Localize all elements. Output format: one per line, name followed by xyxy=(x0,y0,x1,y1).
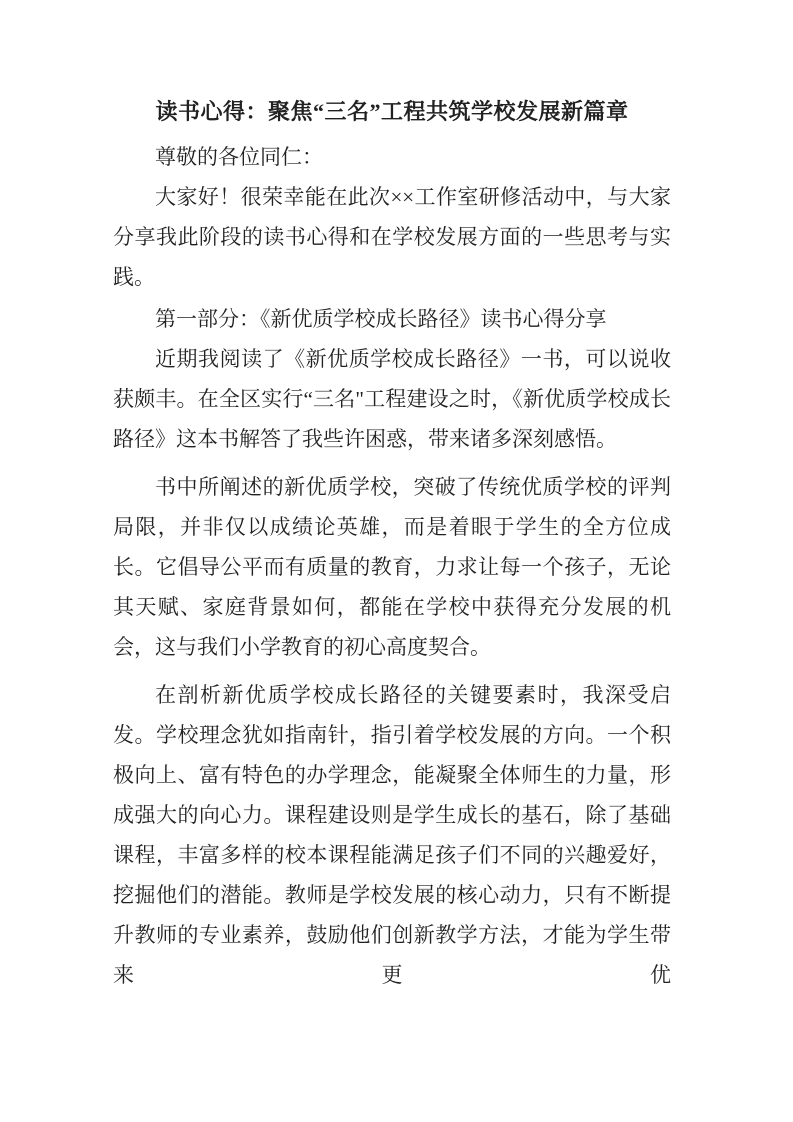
document-body xyxy=(113,137,671,995)
paragraph: 大家好！很荣幸能在此次××工作室研修活动中，与大家分享我此阶段的读书心得和在学校发展方面的一些思考与实践。 xyxy=(113,185,671,289)
paragraph: 第一部分：《新优质学校成长路径》读书心得分享 xyxy=(155,307,607,331)
paragraph: 近期我阅读了《新优质学校成长路径》一书，可以说收获颇丰。在全区实行“三名"工程建设之时，《新优质学校成长路径》这本书解答了我些许困惑，带来诸多深刻感悟。 xyxy=(113,347,671,451)
paragraph: 书中所阐述的新优质学校，突破了传统优质学校的评判局限，并非仅以成绩论英雄，而是着眼于学生的全方位成长。它倡导公平而有质量的教育，力求让每一个孩子，无论其天赋、家庭背景如何，都能在学校中获得充分发展的机会，这与我们小学教育的初心高度契合。 xyxy=(113,475,671,659)
paragraph: 在剖析新优质学校成长路径的关键要素时，我深受启发。学校理念犹如指南针，指引着学校发展的方向。一个积极向上、富有特色的办学理念，能凝聚全体师生的力量，形成强大的向心力。课程建设则是学生成长的基石，除了基础课程，丰富多样的校本课程能满足孩子们不同的兴趣爱好，挖掘他们的潜能。教师是学校发展的核心动力，只有不断提升教师的专业素养，鼓励他们创新教学方法，才能为学生带来更优 xyxy=(113,683,671,987)
document-title: 读书心得：聚焦“三名”工程共筑学校发展新篇章 xyxy=(155,99,629,124)
paragraph: 尊敬的各位同仁： xyxy=(155,145,323,169)
document-content xyxy=(113,0,671,995)
